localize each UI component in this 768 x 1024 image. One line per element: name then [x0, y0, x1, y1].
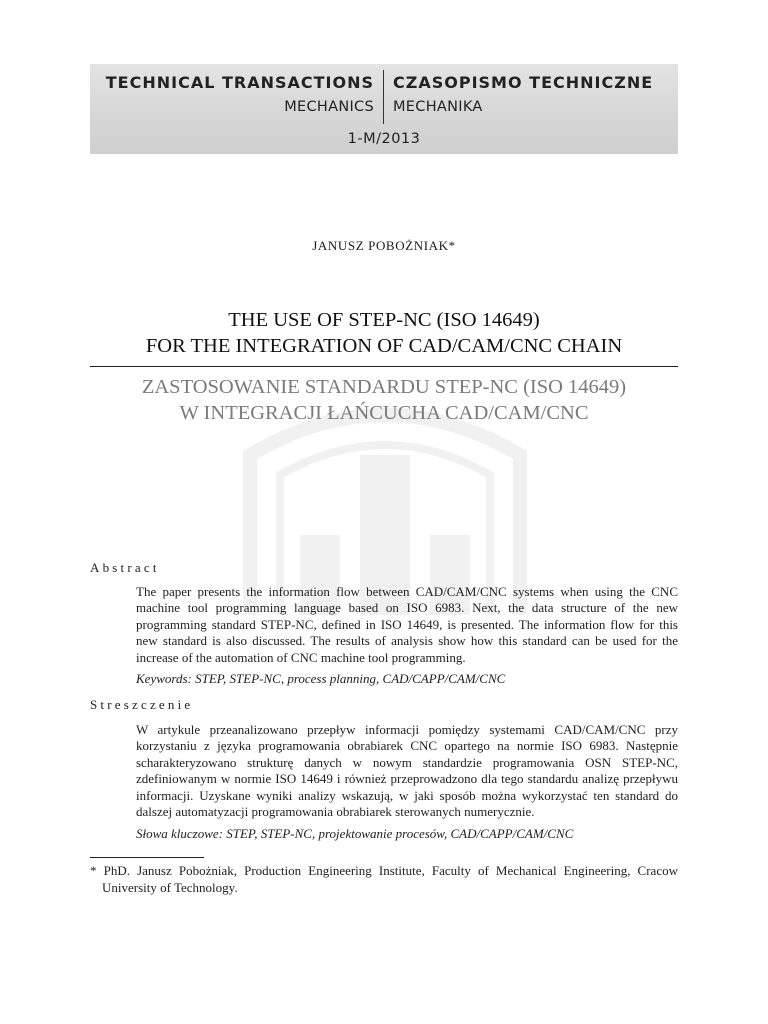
journal-issue: 1-M/2013: [347, 131, 421, 147]
streszczenie-text: W artykule przeanalizowano przepływ informacji pomiędzy systemami CAD/CAM/CNC przy korzystaniu z języka programowania obrabiarek CNC opartego na normie ISO 6983. Następnie scharakteryzowano strukturę danych w nowym standardzie programowania OSN STEP-NC, zdefiniowanym w normie ISO 14649 i również przeprowadzono dla tego standardu analizę przepływu informacji. Uzyskane wyniki analizy wskazują, w jaki sposób można wykorzystać ten standard do dalszej automatyzacji programowania obrabiarek sterowanych numerycznie.: [136, 722, 678, 820]
streszczenie-heading: Streszczenie: [90, 697, 194, 712]
paper-title-pl: [90, 374, 678, 426]
footnote-rule: [90, 857, 204, 858]
abstract-keywords: Keywords: STEP, STEP-NC, process planning, CAD/CAPP/CAM/CNC: [136, 671, 506, 686]
title-divider: [90, 366, 678, 367]
author-footnote: * PhD. Janusz Pobożniak, Production Engineering Institute, Faculty of Mechanical Engineering, Cracow University of Technology.: [90, 863, 678, 895]
streszczenie-keywords: Słowa kluczowe: STEP, STEP-NC, projektowanie procesów, CAD/CAPP/CAM/CNC: [136, 826, 574, 841]
paper-title-en-line2: FOR THE INTEGRATION OF CAD/CAM/CNC CHAIN: [145, 335, 623, 357]
paper-title-pl-line2: W INTEGRACJI ŁAŃCUCHA CAD/CAM/CNC: [179, 402, 589, 424]
journal-section-pl: MECHANIKA: [393, 99, 483, 115]
journal-title-pl: CZASOPISMO TECHNICZNE: [393, 73, 654, 92]
paper-title-pl-line1: ZASTOSOWANIE STANDARDU STEP-NC (ISO 14649): [141, 376, 627, 398]
abstract-text: The paper presents the information flow between CAD/CAM/CNC systems when using the CNC machine tool programming language based on ISO 6983. Next, the data structure of the new programming standard STEP-NC, defined in ISO 14649, is presented. The information flow for this new standard is also discussed. The results of analysis show how this standard can be used for the increase of the automation of CNC machine tool programming.: [136, 584, 678, 665]
journal-title-en: TECHNICAL TRANSACTIONS: [105, 73, 374, 92]
paper-title-en-line1: THE USE OF STEP-NC (ISO 14649): [228, 309, 540, 331]
paper-title-en: [90, 307, 678, 359]
header-divider: [383, 70, 384, 124]
journal-section-en: MECHANICS: [284, 99, 374, 115]
abstract-heading: Abstract: [90, 560, 160, 575]
author-name: JANUSZ POBOŻNIAK*: [312, 238, 456, 253]
